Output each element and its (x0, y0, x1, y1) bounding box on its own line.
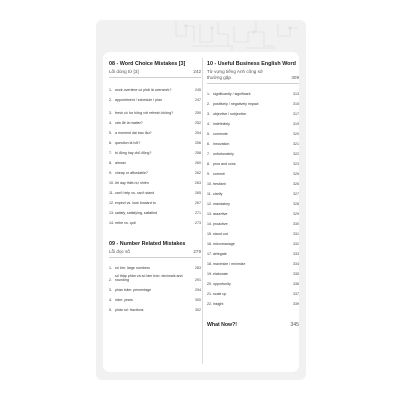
toc-entry[interactable] (109, 215, 201, 225)
toc-entry[interactable] (207, 186, 299, 196)
toc-entry[interactable] (207, 96, 299, 106)
toc-entry[interactable] (207, 87, 299, 97)
section-10-header[interactable] (207, 61, 299, 68)
entry-number: 5. (207, 131, 210, 136)
toc-entry[interactable] (109, 115, 201, 125)
entry-number: 8. (207, 161, 210, 166)
entry-title: work overtime có phải là overwork? (115, 88, 172, 93)
entry-page: 291 (195, 278, 201, 283)
entry-page: 327 (293, 191, 299, 196)
entry-title: appointment / schedule / plan (115, 98, 162, 103)
entry-number: 19. (207, 271, 212, 276)
toc-entry[interactable] (207, 176, 299, 186)
what-now-title: What Now?! (207, 322, 237, 329)
section-08-title: 08 - Word Choice Mistakes [3] (109, 61, 186, 67)
entry-page: 258 (195, 150, 201, 155)
toc-entry[interactable] (109, 155, 201, 165)
entry-number: 13. (207, 211, 212, 216)
toc-entry[interactable] (207, 136, 299, 146)
entry-number: 11. (207, 191, 212, 196)
entry-number: 4. (109, 120, 112, 125)
toc-entry[interactable] (109, 185, 201, 195)
entry-number: 3. (109, 110, 112, 115)
toc-entry[interactable] (207, 296, 299, 306)
entry-page: 271 (195, 210, 201, 215)
entry-title: năm: years (115, 298, 133, 303)
entry-title: commit (213, 171, 225, 176)
toc-entry[interactable] (207, 146, 299, 156)
entry-title: vấn đề là matter? (115, 120, 143, 125)
entry-title: micromanage (213, 241, 235, 246)
entry-page: 294 (195, 288, 201, 293)
toc-entry[interactable] (207, 226, 299, 236)
entry-title: lời dạy thiếu tự nhiên (115, 180, 149, 185)
entry-number: 2. (207, 101, 210, 106)
entry-number: 9. (109, 170, 112, 175)
entry-number: 11. (109, 190, 114, 195)
entry-number: 15. (207, 231, 212, 236)
entry-title: indefinitely (213, 121, 230, 126)
entry-number: 9. (207, 171, 210, 176)
section-10-subtitle: Từ vựng tiếng Anh công sở thường gặp (207, 69, 263, 80)
section-10-page: 309 (291, 75, 299, 80)
entry-page: 262 (195, 170, 201, 175)
entry-title: phần trăm: percentage (115, 288, 152, 293)
entry-number: 4. (109, 298, 112, 303)
toc-entry[interactable] (109, 261, 201, 271)
entry-title: cheap or affordable? (115, 170, 148, 175)
entry-title: a moment dài bao lâu? (115, 130, 152, 135)
entry-number: 7. (207, 151, 210, 156)
entry-number: 5. (109, 308, 112, 313)
entry-title: satisfy, satisfying, satisfied (115, 210, 158, 215)
entry-page: 245 (195, 88, 201, 93)
entry-page: 317 (293, 111, 299, 116)
entry-title: phân số: fractions (115, 308, 144, 313)
toc-entry[interactable] (109, 303, 201, 313)
entry-title: mandatory (213, 201, 230, 206)
entry-number: 6. (109, 140, 112, 145)
toc-entry[interactable] (109, 195, 201, 205)
section-08-subtitle: Lối dùng từ [3] (109, 69, 139, 74)
entry-number: 4. (207, 121, 210, 126)
book-page (96, 20, 306, 380)
toc-entry[interactable] (109, 175, 201, 185)
toc-entry[interactable] (207, 256, 299, 266)
entry-page: 254 (195, 130, 201, 135)
left-column (109, 61, 201, 313)
entry-page: 331 (293, 231, 299, 236)
entry-number: 18. (207, 261, 212, 266)
entry-number: 21. (207, 291, 212, 296)
entry-title: expect vs. look forward to (115, 200, 156, 205)
entry-number: 12. (207, 201, 212, 206)
toc-entry[interactable] (109, 293, 201, 303)
entry-page: 313 (293, 91, 299, 96)
entry-number: 12. (109, 200, 114, 205)
entry-page: 339 (293, 301, 299, 306)
section-09-subtitle: Lỗi đọc số (109, 249, 130, 255)
toc-entry[interactable] (109, 93, 201, 103)
entry-number: 1. (109, 265, 112, 270)
right-column (207, 61, 299, 328)
entry-page: 333 (293, 251, 299, 256)
column-divider (202, 58, 203, 364)
entry-number: 22. (207, 301, 212, 306)
entry-number: 17. (207, 251, 212, 256)
entry-title: scale up (213, 291, 227, 296)
entry-title: opportunity (213, 281, 231, 286)
entry-number: 14. (207, 221, 212, 226)
entry-title: stand out (213, 231, 228, 236)
entry-page: 332 (293, 241, 299, 246)
toc-entry[interactable] (207, 106, 299, 116)
entry-page: 329 (293, 211, 299, 216)
entry-page: 328 (293, 201, 299, 206)
entry-page: 337 (293, 291, 299, 296)
entry-number: 1. (109, 88, 112, 93)
entry-title: hesitant (213, 181, 226, 186)
entry-page: 256 (195, 140, 201, 145)
entry-page: 325 (293, 171, 299, 176)
entry-title: delegate (213, 251, 227, 256)
toc-entry[interactable] (207, 166, 299, 176)
section-10-subheader (207, 69, 299, 84)
entry-title: almost (115, 160, 126, 165)
entry-page: 326 (293, 181, 299, 186)
section-09-title: 09 - Number Related Mistakes (109, 241, 186, 248)
entry-page: 267 (195, 200, 201, 205)
toc-entry[interactable] (109, 125, 201, 135)
entry-title: question là hỏi? (115, 140, 141, 145)
entry-page: 247 (195, 98, 201, 103)
entry-title: elaborate (213, 271, 228, 276)
entry-page: 252 (195, 120, 201, 125)
entry-title: retire vs. quit (115, 220, 136, 225)
entry-number: 10. (109, 180, 114, 185)
entry-number: 7. (109, 150, 112, 155)
entry-number: 20. (207, 281, 212, 286)
entry-title: clarify (213, 191, 223, 196)
entry-page: 250 (195, 110, 201, 115)
what-now-entry[interactable] (207, 322, 299, 328)
entry-title: can't help vs. can't stand (115, 190, 155, 195)
toc-entry[interactable] (109, 283, 201, 293)
entry-number: 16. (207, 241, 212, 246)
toc-entry[interactable] (207, 116, 299, 126)
entry-page: 300 (195, 298, 201, 303)
entry-page: 283 (195, 265, 201, 270)
entry-page: 323 (293, 161, 299, 166)
toc-entry[interactable] (207, 216, 299, 226)
entry-title: innovation (213, 141, 230, 146)
entry-number: 1. (207, 91, 210, 96)
entry-page: 330 (293, 221, 299, 226)
entry-title: proactive (213, 221, 228, 226)
entry-page: 321 (293, 141, 299, 146)
entry-number: 14. (109, 220, 114, 225)
toc-entry[interactable] (207, 156, 299, 166)
entry-number: 13. (109, 210, 114, 215)
entry-number: 5. (109, 130, 112, 135)
toc-entry[interactable] (109, 135, 201, 145)
entry-title: maximize / minimize (213, 261, 246, 266)
toc-entry[interactable] (207, 286, 299, 296)
entry-page: 320 (293, 131, 299, 136)
entry-number: 10. (207, 181, 212, 186)
entry-title: bị động hay chủ động? (115, 150, 152, 155)
toc-entry[interactable] (109, 205, 201, 215)
entry-page: 263 (195, 180, 201, 185)
toc-entry[interactable] (109, 145, 201, 155)
entry-title: số thập phân và số làm tròn: decimals and rounding (115, 273, 183, 283)
entry-title: fresh có hư hỏng với refresh không? (115, 110, 174, 115)
entry-number: 3. (109, 288, 112, 293)
toc-entry[interactable] (207, 276, 299, 286)
toc-entry[interactable] (207, 126, 299, 136)
entry-title: unfortunately (213, 151, 234, 156)
section-08-subheader (109, 69, 201, 78)
entry-number: 6. (207, 141, 210, 146)
toc-entry[interactable] (109, 81, 201, 93)
entry-title: commute (213, 131, 228, 136)
toc-entry[interactable] (109, 165, 201, 175)
entry-page: 260 (195, 160, 201, 165)
toc-entry[interactable] (207, 246, 299, 256)
section-10-list (207, 87, 299, 307)
entry-page: 302 (195, 308, 201, 313)
toc-entry[interactable] (109, 103, 201, 115)
entry-title: positively / negatively impact (213, 101, 259, 106)
section-09-header[interactable] (109, 241, 201, 248)
entry-title: pros and cons (213, 161, 236, 166)
toc-entry[interactable] (207, 266, 299, 276)
toc-card (103, 52, 299, 372)
section-09-list (109, 261, 201, 313)
section-08-list (109, 81, 201, 226)
entry-number: 3. (207, 111, 210, 116)
toc-entry[interactable] (207, 236, 299, 246)
entry-title: số lớn: large numbers (115, 265, 150, 270)
entry-page: 336 (293, 281, 299, 286)
what-now-page: 345 (290, 322, 299, 329)
toc-entry[interactable] (207, 206, 299, 216)
toc-entry[interactable] (109, 271, 201, 283)
section-10-title: 10 - Useful Business English Word (207, 61, 296, 67)
entry-title: objective / subjective (213, 111, 247, 116)
entry-page: 265 (195, 190, 201, 195)
section-09-subheader (109, 249, 201, 258)
entry-page: 334 (293, 261, 299, 266)
entry-page: 319 (293, 121, 299, 126)
entry-title: significantly / significant (213, 91, 251, 96)
section-08-page: 242 (193, 69, 201, 74)
entry-page: 315 (293, 101, 299, 106)
entry-title: insight (213, 301, 224, 306)
entry-page: 335 (293, 271, 299, 276)
toc-entry[interactable] (207, 196, 299, 206)
entry-title: assertive (213, 211, 228, 216)
entry-page: 273 (195, 220, 201, 225)
section-09-page: 279 (193, 249, 201, 255)
entry-number: 2. (109, 278, 112, 283)
entry-page: 322 (293, 151, 299, 156)
entry-number: 2. (109, 98, 112, 103)
section-08-header[interactable] (109, 61, 201, 68)
entry-number: 8. (109, 160, 112, 165)
